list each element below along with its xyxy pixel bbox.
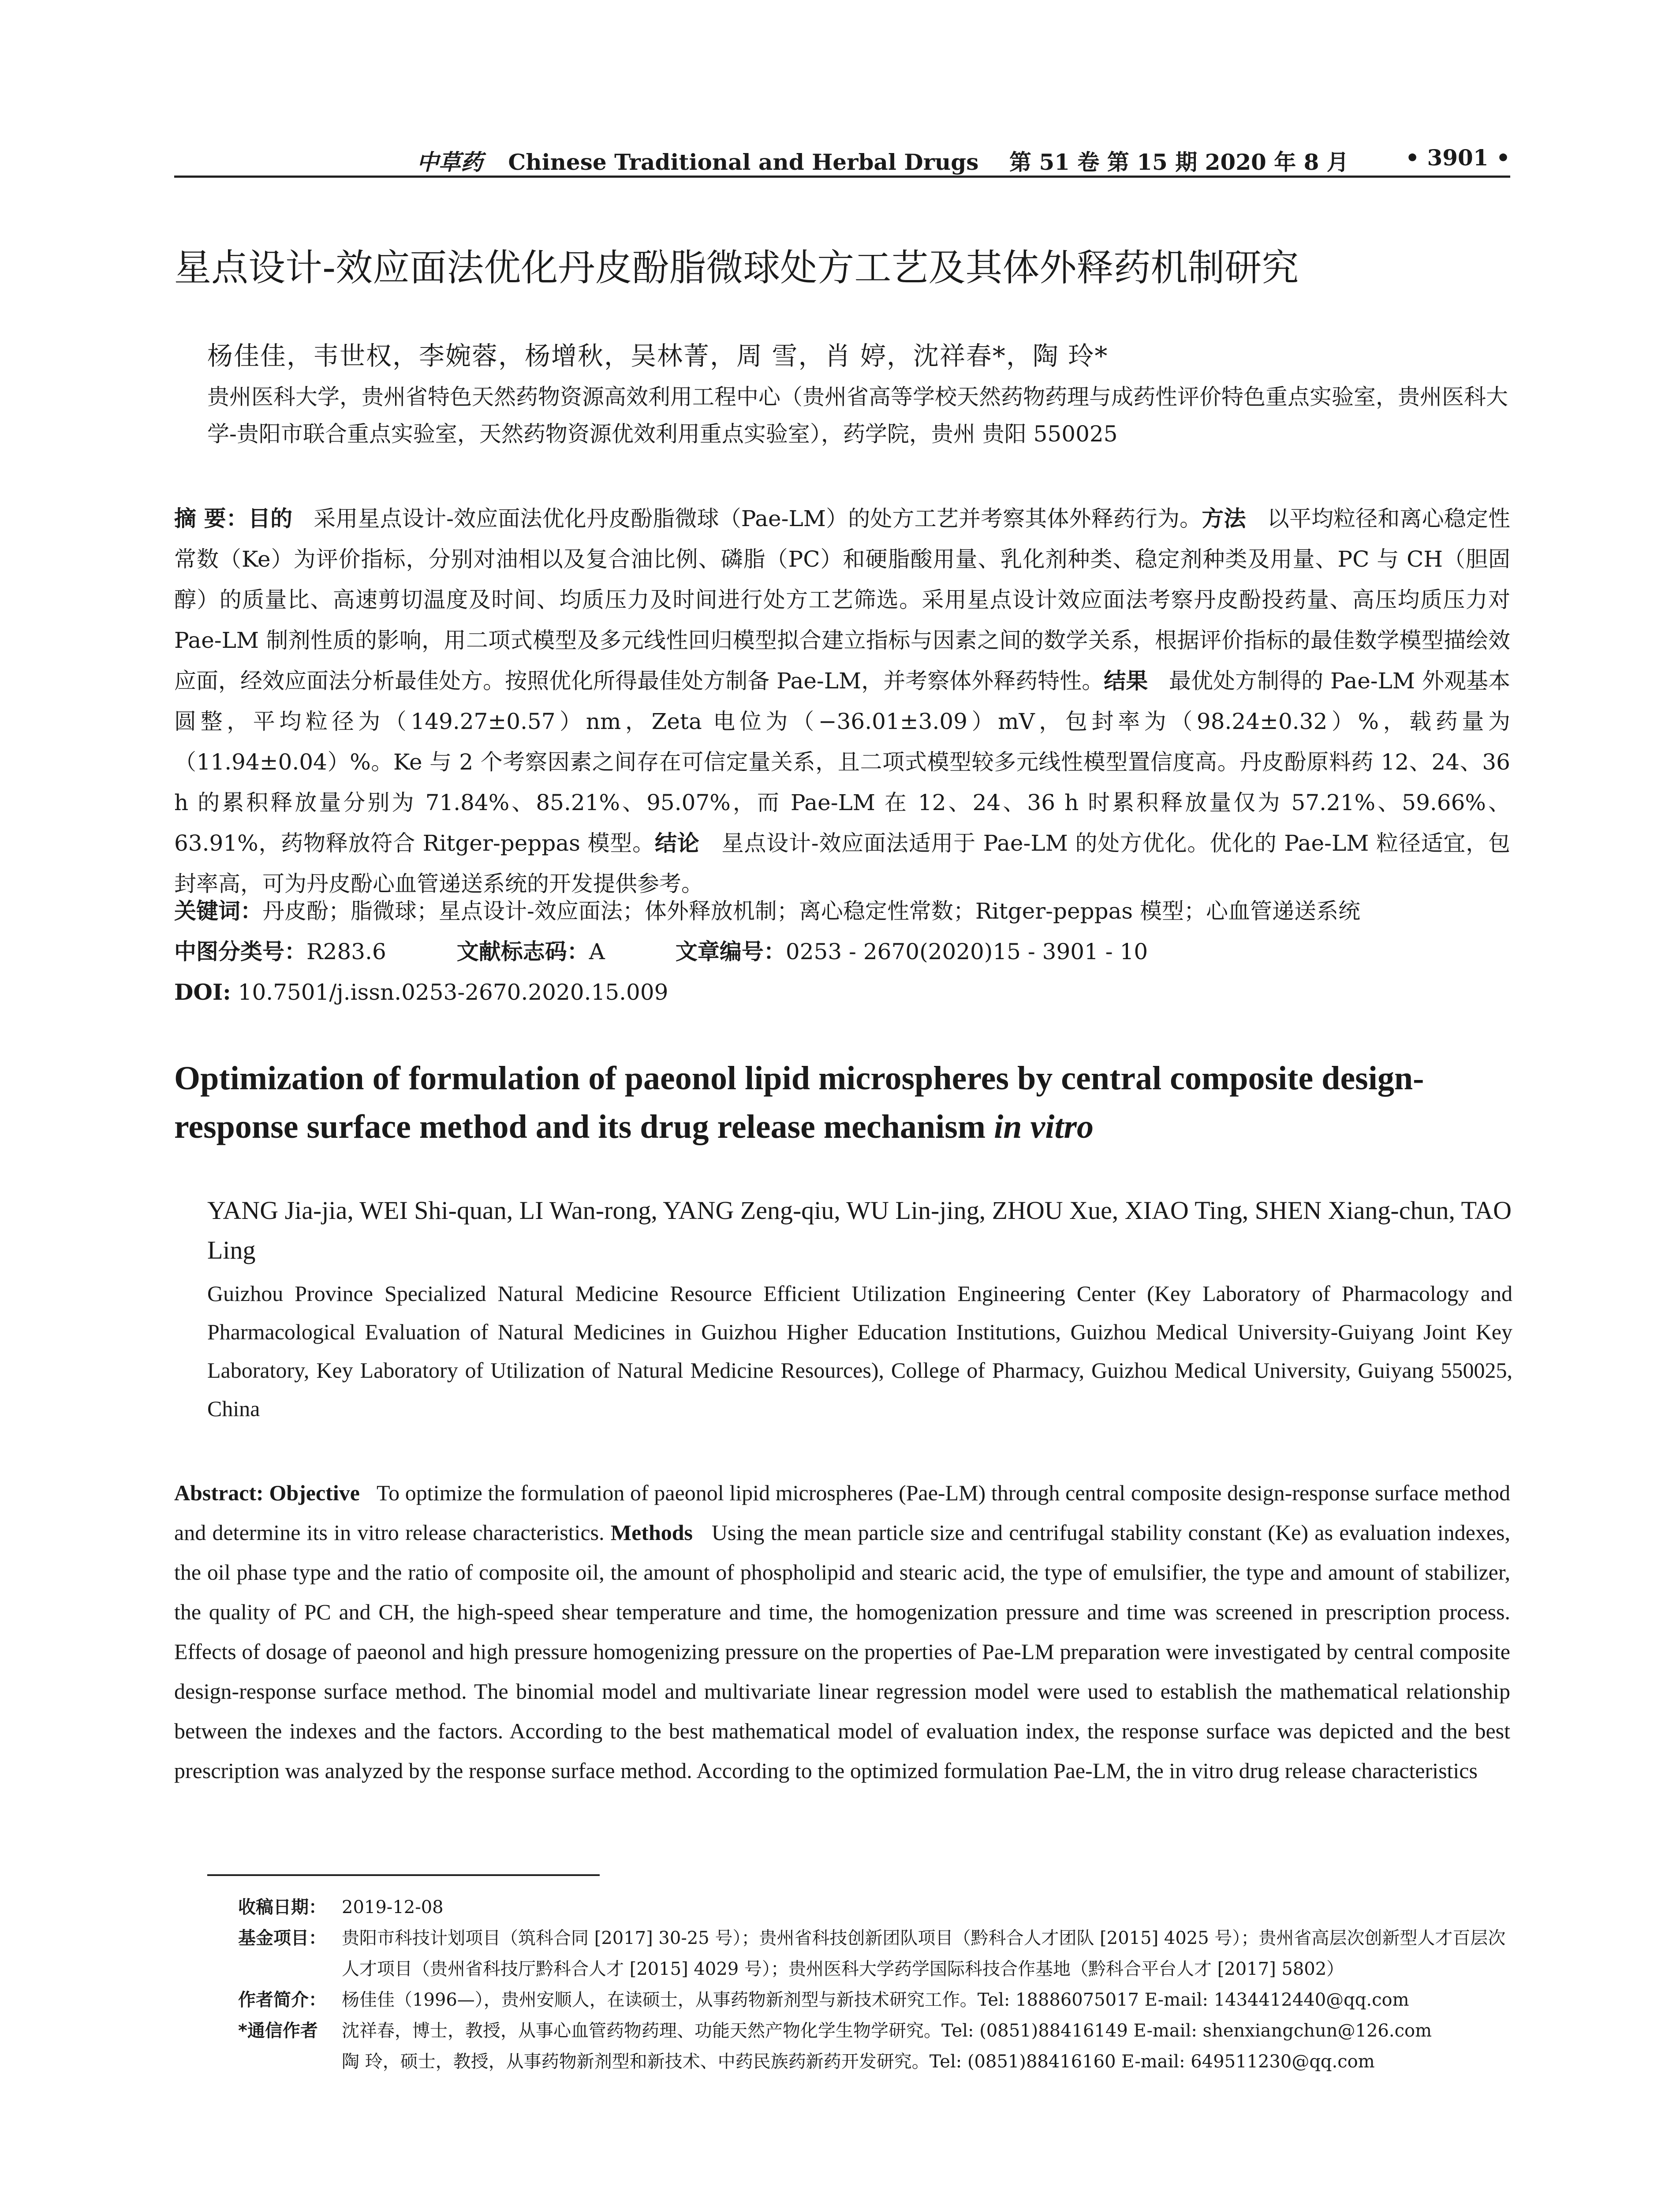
page-number: • 3901 • [1405, 145, 1510, 171]
cn-methods-label: 方法 [1202, 506, 1246, 531]
cn-conclusion: 星点设计-效应面法适用于 Pae-LM 的处方优化。优化的 Pae-LM 粒径适宜，包封率高，可为丹皮酚心血管递送系统的开发提供参考。 [174, 830, 1511, 897]
en-methods-label: Methods [610, 1520, 693, 1545]
cn-objective-label: 目的 [248, 506, 293, 531]
cn-authors: 杨佳佳，韦世权，李婉蓉，杨增秋，吴林菁，周 雪，肖 婷，沈祥春*，陶 玲* [207, 341, 1109, 371]
journal-header-left [417, 145, 1349, 176]
en-methods: Using the mean particle size and centrifugal stability constant (Ke) as evaluation indexes, the oil phase type and the ratio of composite oil, the amount of phospholipid and stearic acid, the type of emulsifier, the type and amount of stabilizer, the quality of PC and CH, the high-speed shear temperature and time, the homogenization pressure and time was screened in prescription process. Effects of dosage of paeonol and high pressure homogenizing pressure on the properties of Pae-LM preparation were investigated by central composite design-response surface method. The binomial model and multivariate linear regression model were used to establish the mathematical relationship between the indexes and the factors. According to the best mathematical model of evaluation index, the response surface was depicted and the best prescription was analyzed by the response surface method. According to the optimized formulation Pae-LM, the in vitro drug release characteristics [174, 1520, 1511, 1783]
footnote-label: 收稿日期： [238, 1897, 326, 1917]
footnote-corresponding-2 [238, 2046, 1512, 2077]
cn-results-label: 结果 [1104, 668, 1148, 694]
footnote-corresponding-1 [238, 2015, 1512, 2046]
footnote-label: *通信作者 [238, 2021, 318, 2041]
header-rule [174, 176, 1510, 178]
footnote-received [238, 1892, 1512, 1923]
cn-affiliation: 贵州医科大学，贵州省特色天然药物资源高效利用工程中心（贵州省高等学校天然药物药理与成药性评价特色重点实验室，贵州医科大学-贵阳市联合重点实验室，天然药物资源优效利用重点实验室），药学院，贵州 贵阳 550025 [207, 384, 1508, 447]
footnote-text: 陶 玲，硕士，教授，从事药物新剂型和新技术、中药民族药新药开发研究。Tel: (0851)88416160 E-mail: 649511230@qq.com [342, 2052, 1375, 2072]
cn-title: 星点设计-效应面法优化丹皮酚脂微球处方工艺及其体外释药机制研究 [174, 246, 1299, 289]
en-objective-label: Objective [269, 1480, 360, 1505]
footnote-label: 作者简介： [238, 1990, 326, 2010]
en-authors: YANG Jia-jia, WEI Shi-quan, LI Wan-rong, YANG Zeng-qiu, WU Lin-jing, ZHOU Xue, XIAO Ting, SHEN Xiang-chun, TAO Ling [207, 1196, 1512, 1264]
running-header [174, 140, 1510, 180]
clc-label: 中图分类号： [174, 939, 306, 964]
en-objective: To optimize the formulation of paeonol lipid microspheres (Pae-LM) through central composite design-response surface method and determine its in vitro release characteristics. [174, 1480, 1511, 1545]
doi-label: DOI: [174, 979, 231, 1005]
footnote-text: 沈祥春，博士，教授，从事心血管药物药理、功能天然产物化学生物学研究。Tel: (0851)88416149 E-mail: shenxiangchun@126.com [342, 2021, 1432, 2041]
journal-logo: 中草药 [417, 149, 483, 175]
en-abstract [174, 1473, 1510, 1790]
journal-name: Chinese Traditional and Herbal Drugs [508, 149, 979, 175]
cn-methods: 以平均粒径和离心稳定性常数（Ke）为评价指标，分别对油相以及复合油比例、磷脂（PC）和硬脂酸用量、乳化剂种类、稳定剂种类及用量、PC 与 CH（胆固醇）的质量比、高速剪切温度及时间、均质压力及时间进行处方工艺筛选。采用星点设计效应面法考察丹皮酚投药量、高压均质压力对 Pae-LM 制剂性质的影响，用二项式模型及多元线性回归模型拟合建立指标与因素之间的数学关系，根据评价指标的最佳数学模型描绘效应面，经效应面法分析最佳处方。按照优化所得最佳处方制备 Pae-LM，并考察体外释药特性。 [174, 506, 1511, 694]
cn-keywords-text: 丹皮酚；脂微球；星点设计-效应面法；体外释放机制；离心稳定性常数；Ritger-peppas 模型；心血管递送系统 [262, 898, 1360, 924]
journal-issue: 第 51 卷 第 15 期 2020 年 8 月 [1009, 149, 1349, 175]
doi [174, 972, 668, 1013]
articleno-value: 0253 - 2670(2020)15 - 3901 - 10 [785, 939, 1148, 964]
doccode-value: A [589, 939, 605, 964]
en-title [174, 1054, 1510, 1151]
en-affiliation: Guizhou Province Specialized Natural Medicine Resource Efficient Utilization Engineering Center (Key Laboratory of Pharmacology and Pharmacological Evaluation of Natural Medicines in Guizhou Higher Education Institutions, Guizhou Medical University-Guiyang Joint Key Laboratory, Key Laboratory of Utilization of Natural Medicine Resources), College of Pharmacy, Guizhou Medical University, Guiyang 550025, China [207, 1281, 1512, 1421]
cn-classification [174, 931, 1510, 972]
en-abstract-label: Abstract: [174, 1480, 264, 1505]
cn-abstract [174, 498, 1510, 904]
clc-value: R283.6 [306, 939, 386, 964]
en-title-italic: in vitro [994, 1108, 1094, 1145]
footnote-text: 贵阳市科技计划项目（筑科合同 [2017] 30-25 号）；贵州省科技创新团队项目（黔科合人才团队 [2015] 4025 号）；贵州省高层次创新型人才百层次人才项目（贵州省科技厅黔科合人才 [2015] 4029 号）；贵州医科大学药学国际科技合作基地（黔科合平台人才 [2017] 5802） [342, 1928, 1506, 1979]
footnote-rule [207, 1874, 600, 1876]
doi-value: 10.7501/j.issn.0253-2670.2020.15.009 [238, 979, 668, 1005]
footnote-author-bio [238, 1984, 1512, 2015]
footnote-funding [238, 1923, 1512, 1984]
doccode-label: 文献标志码： [456, 939, 589, 964]
cn-keywords-label: 关键词： [174, 898, 262, 924]
footnotes [238, 1892, 1512, 2077]
en-title-main: Optimization of formulation of paeonol lipid microspheres by central composite design-response surface method and its drug release mechanism [174, 1060, 1424, 1145]
footnote-text: 杨佳佳（1996—），贵州安顺人，在读硕士，从事药物新剂型与新技术研究工作。Tel: 18886075017 E-mail: 1434412440@qq.com [342, 1990, 1409, 2010]
cn-keywords [174, 891, 1510, 931]
footnote-label: 基金项目： [238, 1928, 326, 1948]
footnote-text: 2019-12-08 [342, 1897, 444, 1917]
articleno-label: 文章编号： [675, 939, 786, 964]
cn-conclusion-label: 结论 [654, 830, 700, 856]
cn-objective: 采用星点设计-效应面法优化丹皮酚脂微球（Pae-LM）的处方工艺并考察其体外释药行为。 [314, 506, 1202, 531]
cn-abstract-label: 摘 要： [174, 506, 248, 531]
cn-results: 最优处方制得的 Pae-LM 外观基本圆整，平均粒径为（149.27±0.57）nm，Zeta 电位为（−36.01±3.09）mV，包封率为（98.24±0.32）%，载药量为（11.94±0.04）%。Ke 与 2 个考察因素之间存在可信定量关系，且二项式模型较多元线性模型置信度高。丹皮酚原料药 12、24、36 h 的累积释放量分别为 71.84%、85.21%、95.07%，而 Pae-LM 在 12、24、36 h 时累积释放量仅为 57.21%、59.66%、63.91%，药物释放符合 Ritger-peppas 模型。 [174, 668, 1510, 856]
